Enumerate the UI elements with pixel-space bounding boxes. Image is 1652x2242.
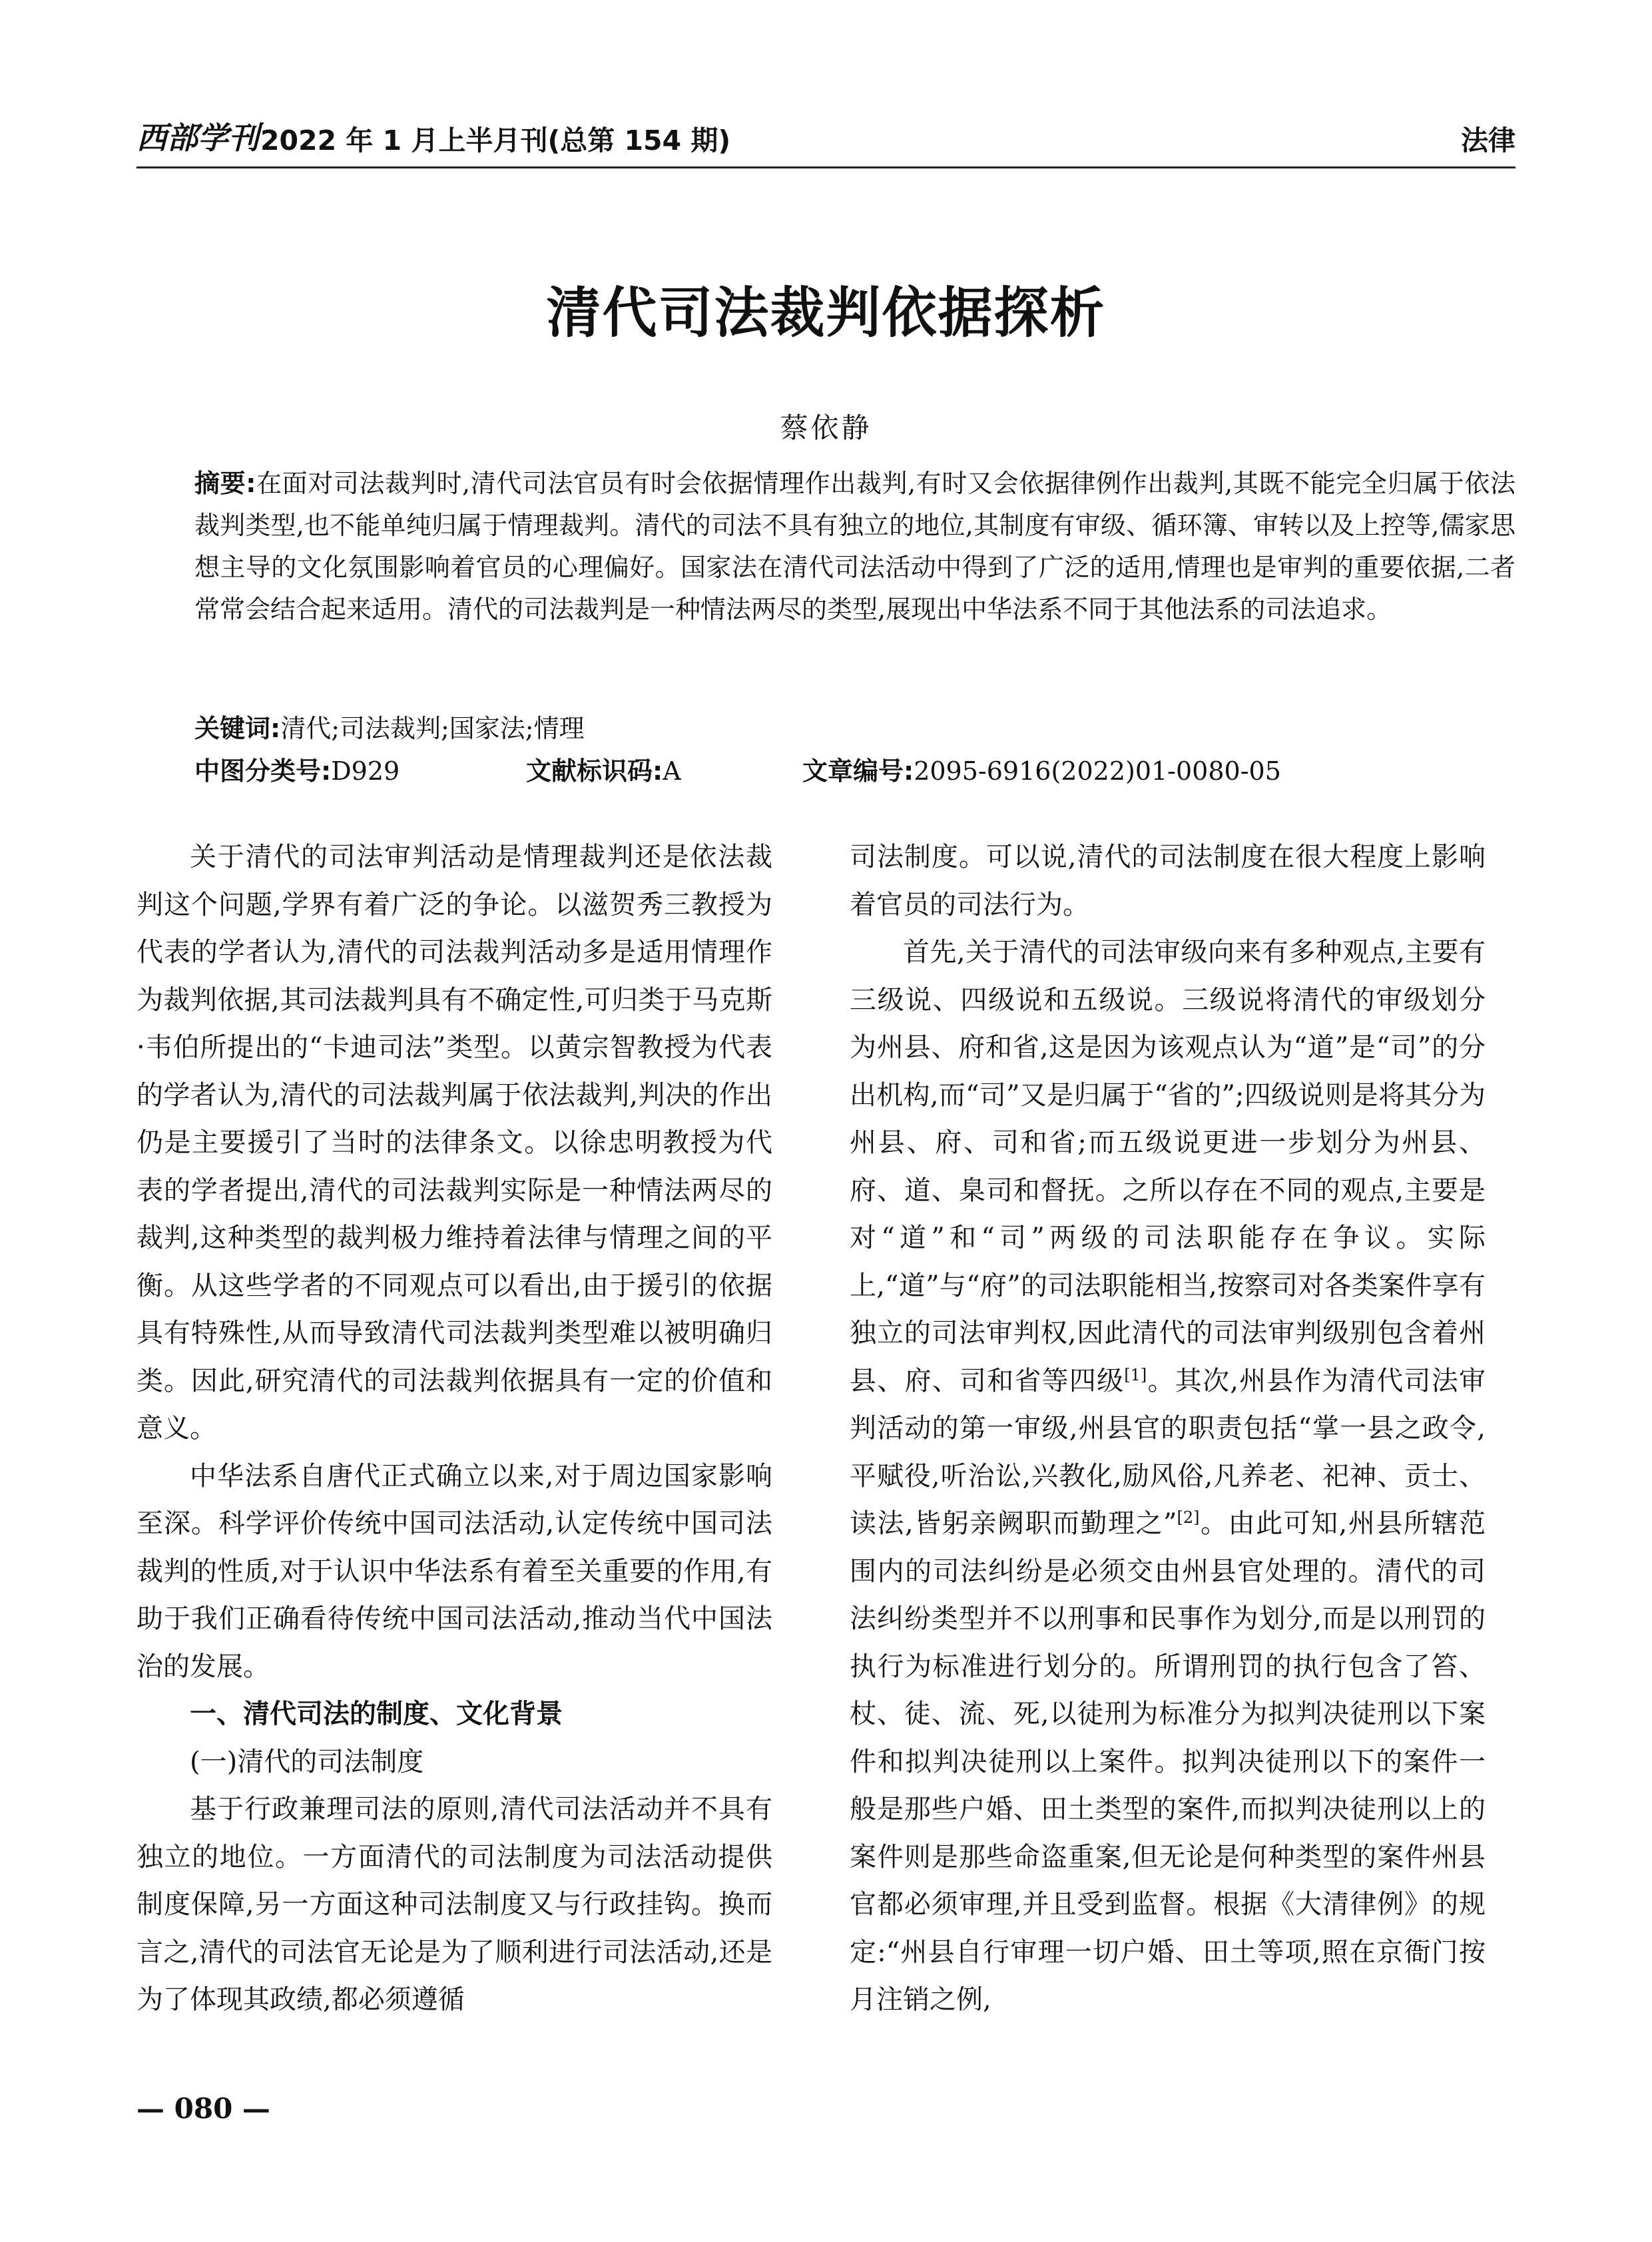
journal-logo: 西部学刊 <box>137 120 259 156</box>
paragraph-text: 。由此可知,州县所辖范围内的司法纠纷是必须交由州县官处理的。清代的司法纠纷类型并不以刑事和民事作为划分,而是以刑罚的执行为标准进行划分的。所谓刑罚的执行包含了笞、杖、徒、流、死,以徒刑为标准分为拟判决徒刑以下案件和拟判决徒刑以上案件。拟判决徒刑以下的案件一般是那些户婚、田土类型的案件,而拟判决徒刑以上的案件则是那些命盗重案,但无论是何种类型的案件州县官都必须审理,并且受到监督。根据《大清律例》的规定:“州县自行审理一切户婚、田土等项,照在京衙门按月注销之例, <box>850 1508 1486 2015</box>
article-author: 蔡依静 <box>780 412 872 444</box>
abstract-text: 在面对司法裁判时,清代司法官员有时会依据情理作出裁判,有时又会依据律例作出裁判,其既不能完全归属于依法裁判类型,也不能单纯归属于情理裁判。清代的司法不具有独立的地位,其制度有审级、循环簿、审转以及上控等,儒家思想主导的文化氛围影响着官员的心理偏好。国家法在清代司法活动中得到了广泛的适用,情理也是审判的重要依据,二者常常会结合起来适用。清代的司法裁判是一种情法两尽的类型,展现出中华法系不同于其他法系的司法追求。 <box>194 469 1515 624</box>
keywords-value: 清代;司法裁判;国家法;情理 <box>280 714 585 743</box>
body-column-right <box>850 834 1486 2024</box>
paragraph-text: 首先,关于清代的司法审级向来有多种观点,主要有三级说、四级说和五级说。三级说将清代的审级划分为州县、府和省,这是因为该观点认为“道”是“司”的分出机构,而“司”又是归属于“省的”;四级说则是将其分为州县、府、司和省;而五级说更进一步划分为州县、府、道、臬司和督抚。之所以存在不同的观点,主要是对“道”和“司”两级的司法职能存在争议。实际上,“道”与“府”的司法职能相当,按察司对各类案件享有独立的司法审判权,因此清代的司法审判级别包含着州县、府、司和省等四级 <box>850 937 1486 1396</box>
subsection-heading: (一)清代的司法制度 <box>190 1746 424 1777</box>
body-column-left <box>137 834 772 2024</box>
paragraph: 关于清代的司法审判活动是情理裁判还是依法裁判这个问题,学界有着广泛的争论。以滋贺秀三教授为代表的学者认为,清代的司法裁判活动多是适用情理作为裁判依据,其司法裁判具有不确定性,可归类于马克斯·韦伯所提出的“卡迪司法”类型。以黄宗智教授为代表的学者认为,清代的司法裁判属于依法裁判,判决的作出仍是主要援引了当时的法律条文。以徐忠明教授为代表的学者提出,清代的司法裁判实际是一种情法两尽的裁判,这种类型的裁判极力维持着法律与情理之间的平衡。从这些学者的不同观点可以看出,由于援引的依据具有特殊性,从而导致清代司法裁判类型难以被明确归类。因此,研究清代的司法裁判依据具有一定的价值和意义。 <box>137 842 772 1444</box>
section-name: 法律 <box>1461 125 1515 156</box>
doc-code-cell <box>526 750 802 792</box>
citation-ref[interactable]: [1] <box>1124 1365 1147 1384</box>
article-no-cell <box>802 750 1281 792</box>
paragraph: 司法制度。可以说,清代的司法制度在很大程度上影响着官员的司法行为。 <box>850 842 1486 920</box>
keywords-label: 关键词: <box>194 714 281 743</box>
paragraph: 中华法系自唐代正式确立以来,对于周边国家影响至深。科学评价传统中国司法活动,认定传统中国司法裁判的性质,对于认识中华法系有着至关重要的作用,有助于我们正确看待传统中国司法活动,推动当代中国法治的发展。 <box>137 1460 772 1682</box>
doc-code-label: 文献标识码: <box>526 756 663 786</box>
section-heading: 一、清代司法的制度、文化背景 <box>190 1699 563 1729</box>
clc-label: 中图分类号: <box>194 756 332 786</box>
article-no-label: 文章编号: <box>802 756 914 786</box>
article-no-value: 2095-6916(2022)01-0080-05 <box>914 756 1281 786</box>
clc-cell <box>194 750 526 792</box>
paragraph <box>850 929 1486 2024</box>
abstract-label: 摘要: <box>194 469 256 498</box>
running-header <box>137 117 1515 158</box>
issue-info: 2022 年 1 月上半月刊(总第 154 期) <box>260 125 731 156</box>
article-title: 清代司法裁判依据探析 <box>546 282 1106 345</box>
clc-value: D929 <box>331 756 400 786</box>
keywords-line <box>194 708 585 750</box>
journal-info <box>137 114 730 158</box>
page-number: — 080 — <box>137 2092 270 2125</box>
paragraph: 基于行政兼理司法的原则,清代司法活动并不具有独立的地位。一方面清代的司法制度为司法活动提供制度保障,另一方面这种司法制度又与行政挂钩。换而言之,清代的司法官无论是为了顺利进行司法活动,还是为了体现其政绩,都必须遵循 <box>137 1794 772 2015</box>
header-divider <box>137 166 1515 168</box>
abstract-block <box>194 463 1515 631</box>
paragraph-text: 。其次,州县作为清代司法审判活动的第一审级,州县官的职责包括“掌一县之政令,平赋役,听治讼,兴教化,励风俗,凡养老、祀神、贡士、读法,皆躬亲阙职而勤理之” <box>850 1365 1486 1539</box>
citation-ref[interactable]: [2] <box>1177 1508 1200 1527</box>
doc-code-value: A <box>663 756 681 786</box>
classification-line <box>194 750 1515 792</box>
